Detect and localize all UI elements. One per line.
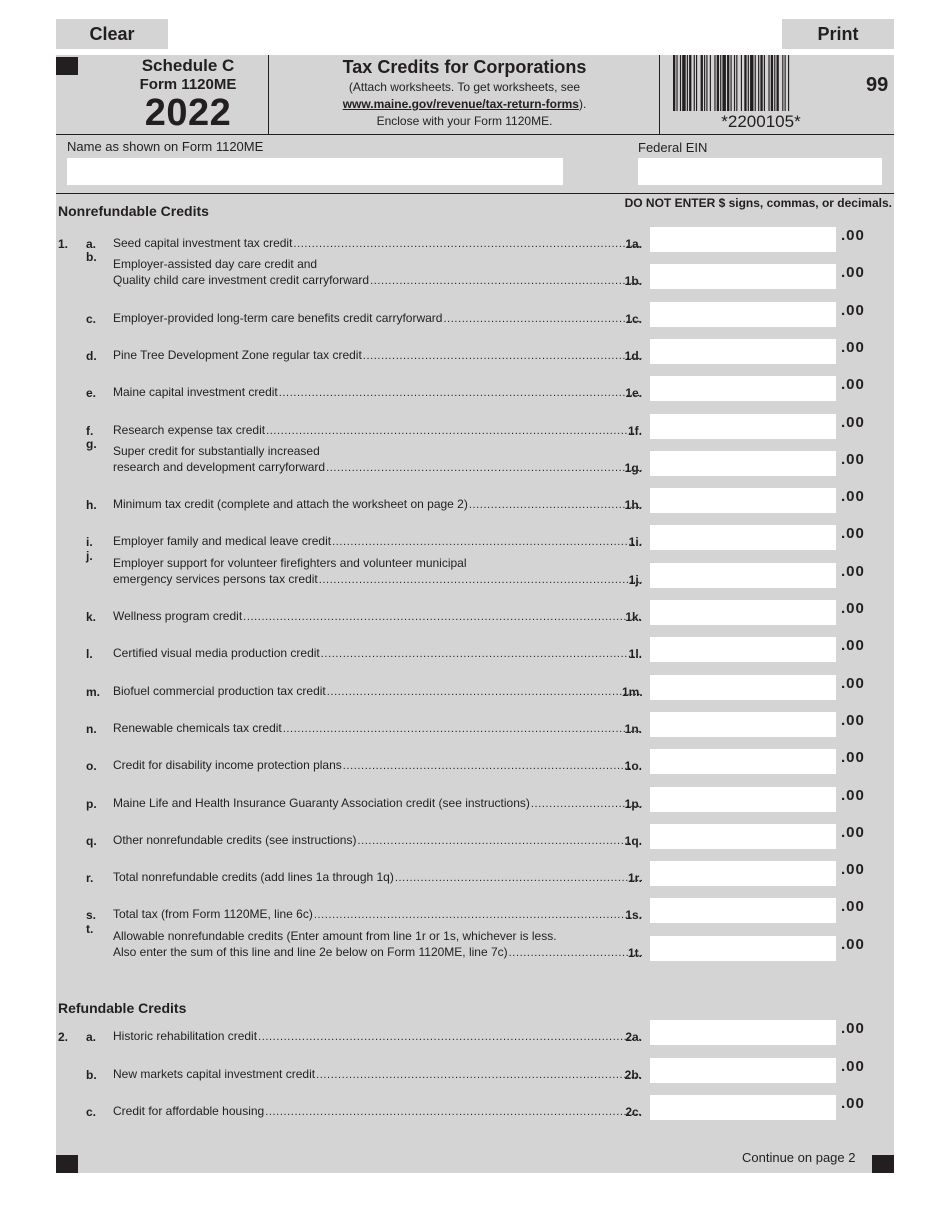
line-reference: 1k. (625, 610, 642, 624)
line-letter: o. (86, 759, 97, 774)
cents-suffix: .00 (841, 749, 865, 767)
line-reference: 1g. (624, 460, 642, 475)
amount-input[interactable] (650, 1058, 836, 1083)
line-row (56, 809, 894, 849)
cents-suffix: .00 (841, 935, 865, 953)
line-row (56, 734, 894, 774)
cents-suffix: .00 (841, 861, 865, 879)
description-line1: Super credit for substantially increased (113, 443, 320, 458)
line-row (56, 1005, 894, 1045)
line-reference: 1e. (625, 386, 642, 401)
line-reference: 1h. (624, 498, 642, 513)
cents-suffix: .00 (841, 674, 865, 692)
line-letter: b. (86, 250, 97, 265)
clear-button[interactable]: Clear (56, 19, 168, 49)
line-row (56, 883, 894, 923)
line-description (113, 1103, 643, 1120)
line-description (113, 256, 643, 289)
line-row (56, 772, 894, 812)
form-name: Form 1120ME (139, 76, 237, 93)
cents-suffix: .00 (841, 413, 865, 431)
amount-input[interactable] (650, 339, 836, 364)
amount-input[interactable] (650, 861, 836, 886)
line-reference: 1o. (624, 759, 642, 774)
description-text: Total tax (from Form 1120ME, line 6c) (113, 907, 313, 922)
description-text: Other nonrefundable credits (see instructions) (113, 832, 357, 847)
line-letter: b. (86, 1067, 97, 1082)
line-letter: j. (86, 548, 93, 563)
line-reference: 1r. (627, 871, 642, 886)
amount-input[interactable] (650, 376, 836, 401)
line-letter: a. (86, 237, 97, 251)
description-text: Research expense tax credit (113, 422, 266, 437)
line-letter: c. (86, 1105, 97, 1119)
line-reference: 1t. (627, 945, 642, 960)
line-reference: 1p. (624, 796, 642, 811)
cents-suffix: .00 (841, 1057, 865, 1075)
description-text: Maine capital investment credit (113, 385, 278, 400)
description-text: Seed capital investment tax credit (113, 236, 293, 250)
line-letter: m. (86, 684, 101, 699)
refundable-title: Refundable Credits (58, 1000, 187, 1016)
amount-input[interactable] (650, 414, 836, 439)
description-text: Maine Life and Health Insurance Guaranty Association credit (see instructions) (113, 795, 530, 810)
line-row (56, 249, 894, 289)
form-sheet (56, 55, 894, 1173)
description-text: Certified visual media production credit (113, 646, 320, 661)
line-number: 1. (58, 237, 69, 251)
ein-label: Federal EIN (638, 140, 708, 155)
cents-suffix: .00 (841, 637, 865, 655)
registration-mark (56, 57, 78, 75)
cents-suffix: .00 (841, 338, 865, 356)
cents-suffix: .00 (841, 525, 865, 543)
description-line1: Allowable nonrefundable credits (Enter amount from line 1r or 1s, whichever is less. (113, 928, 557, 943)
link-suffix: ). (578, 97, 587, 111)
line-letter: h. (86, 498, 97, 513)
line-row (56, 212, 894, 252)
name-label: Name as shown on Form 1120ME (67, 139, 264, 154)
line-reference: 1b. (624, 274, 642, 289)
line-row (56, 473, 894, 513)
worksheets-link[interactable]: www.maine.gov/revenue/tax-return-forms (342, 97, 579, 111)
amount-input[interactable] (650, 1095, 836, 1120)
line-letter: k. (86, 610, 97, 624)
description-text: Pine Tree Development Zone regular tax credit (113, 347, 362, 362)
amount-input[interactable] (650, 525, 836, 550)
cents-suffix: .00 (841, 600, 865, 617)
description-text: Biofuel commercial production tax credit (113, 683, 326, 698)
description-text: Credit for affordable housing (113, 1104, 265, 1118)
continue-note: Continue on page 2 (742, 1150, 856, 1165)
amount-input[interactable] (650, 600, 836, 625)
line-reference: 1l. (628, 647, 642, 662)
form-number: 99 (866, 74, 889, 96)
schedule-header (112, 55, 264, 133)
barcode (673, 55, 843, 111)
amount-input[interactable] (650, 637, 836, 662)
cents-suffix: .00 (841, 264, 865, 282)
description-text: Minimum tax credit (complete and attach the worksheet on page 2) (113, 497, 468, 512)
line-letter: l. (86, 647, 93, 662)
line-letter: i. (86, 535, 93, 550)
title-block (269, 55, 660, 130)
line-row (56, 846, 894, 886)
description-text: Total nonrefundable credits (add lines 1a through 1q) (113, 870, 394, 885)
header-rule (56, 134, 894, 135)
page-title: Tax Credits for Corporations (342, 57, 587, 77)
cents-suffix: .00 (841, 301, 865, 319)
description-line1: Employer-assisted day care credit and (113, 257, 318, 272)
cents-suffix: .00 (841, 376, 865, 394)
amount-input[interactable] (650, 824, 836, 849)
line-description (113, 443, 643, 476)
line-row (56, 287, 894, 327)
header-divider (659, 55, 660, 134)
amount-input[interactable] (650, 1020, 836, 1045)
line-reference: 1m. (622, 684, 643, 699)
registration-mark (872, 1155, 894, 1173)
cents-suffix: .00 (841, 488, 865, 506)
line-letter: c. (86, 311, 97, 326)
description-text: Employer-provided long-term care benefits credit carryforward (113, 310, 443, 325)
cents-suffix: .00 (841, 786, 865, 804)
description-text: emergency services persons tax credit (113, 571, 318, 586)
line-letter: p. (86, 796, 97, 811)
line-row (56, 1043, 894, 1083)
line-number: 2. (58, 1030, 69, 1044)
description-text: research and development carryforward (113, 459, 326, 474)
line-row (56, 548, 894, 588)
line-reference: 1n. (624, 721, 642, 736)
print-button[interactable]: Print (782, 19, 894, 49)
description-line1: Employer support for volunteer firefighters and volunteer municipal (113, 555, 467, 570)
cents-suffix: .00 (841, 227, 865, 244)
line-letter: n. (86, 721, 97, 736)
line-row (56, 324, 894, 364)
line-description (113, 555, 643, 588)
fields-rule (56, 193, 894, 194)
line-row (56, 361, 894, 401)
amount-input[interactable] (650, 787, 836, 812)
description-text: Employer family and medical leave credit (113, 534, 332, 549)
line-letter: f. (86, 423, 94, 438)
line-reference: 2c. (625, 1105, 642, 1119)
amount-input[interactable] (650, 488, 836, 513)
line-row (56, 921, 894, 961)
enclose-note: Enclose with your Form 1120ME. (376, 114, 553, 128)
line-row (56, 585, 894, 625)
line-description (113, 928, 643, 961)
amount-input[interactable] (650, 227, 836, 252)
line-letter: s. (86, 908, 97, 923)
amount-input[interactable] (650, 451, 836, 476)
amount-input[interactable] (650, 898, 836, 923)
line-reference: 1f. (627, 423, 642, 438)
name-input[interactable] (67, 158, 563, 185)
amount-input[interactable] (650, 712, 836, 737)
line-letter: a. (86, 1030, 97, 1044)
cents-suffix: .00 (841, 1020, 865, 1037)
cents-suffix: .00 (841, 823, 865, 841)
description-text: Historic rehabilitation credit (113, 1029, 258, 1043)
line-row (56, 510, 894, 550)
line-reference: 2a. (625, 1030, 642, 1044)
line-row (56, 622, 894, 662)
description-text: New markets capital investment credit (113, 1066, 316, 1081)
line-reference: 1c. (625, 311, 642, 326)
line-reference: 1a. (625, 237, 642, 251)
amount-input[interactable] (650, 563, 836, 588)
description-text: Wellness program credit (113, 609, 243, 623)
cents-suffix: .00 (841, 562, 865, 580)
line-row (56, 399, 894, 439)
amount-input[interactable] (650, 749, 836, 774)
cents-suffix: .00 (841, 450, 865, 468)
line-row (56, 697, 894, 737)
line-letter: q. (86, 833, 97, 848)
amount-input[interactable] (650, 264, 836, 289)
cents-suffix: .00 (841, 1095, 865, 1112)
schedule-title: Schedule C (141, 56, 235, 75)
description-text: Quality child care investment credit carryforward (113, 273, 370, 288)
description-text: Credit for disability income protection plans (113, 758, 342, 773)
line-row (56, 436, 894, 476)
amount-input[interactable] (650, 675, 836, 700)
line-letter: d. (86, 348, 97, 363)
ein-input[interactable] (638, 158, 882, 185)
line-reference: 2b. (624, 1067, 642, 1082)
tax-year: 2022 (144, 92, 232, 134)
line-reference: 1s. (625, 908, 642, 923)
line-letter: r. (86, 871, 94, 886)
barcode-text: *2200105* (721, 112, 801, 131)
description-text: Also enter the sum of this line and line 2e below on Form 1120ME, line 7c) (113, 944, 508, 959)
line-letter: e. (86, 386, 97, 401)
nonrefundable-title: Nonrefundable Credits (58, 203, 209, 219)
registration-mark (56, 1155, 78, 1173)
amount-input[interactable] (650, 302, 836, 327)
entry-warning: DO NOT ENTER $ signs, commas, or decimals. (624, 196, 892, 210)
cents-suffix: .00 (841, 711, 865, 729)
line-reference: 1d. (624, 348, 642, 363)
line-letter: t. (86, 921, 94, 936)
line-row (56, 660, 894, 700)
dot-leader (265, 1104, 642, 1120)
attach-note: (Attach worksheets. To get worksheets, see (348, 80, 581, 94)
amount-input[interactable] (650, 936, 836, 961)
line-reference: 1i. (628, 535, 642, 550)
line-reference: 1j. (628, 572, 642, 587)
cents-suffix: .00 (841, 898, 865, 916)
description-text: Renewable chemicals tax credit (113, 720, 282, 735)
line-letter: g. (86, 436, 97, 451)
line-row (56, 1080, 894, 1120)
line-reference: 1q. (624, 833, 642, 848)
